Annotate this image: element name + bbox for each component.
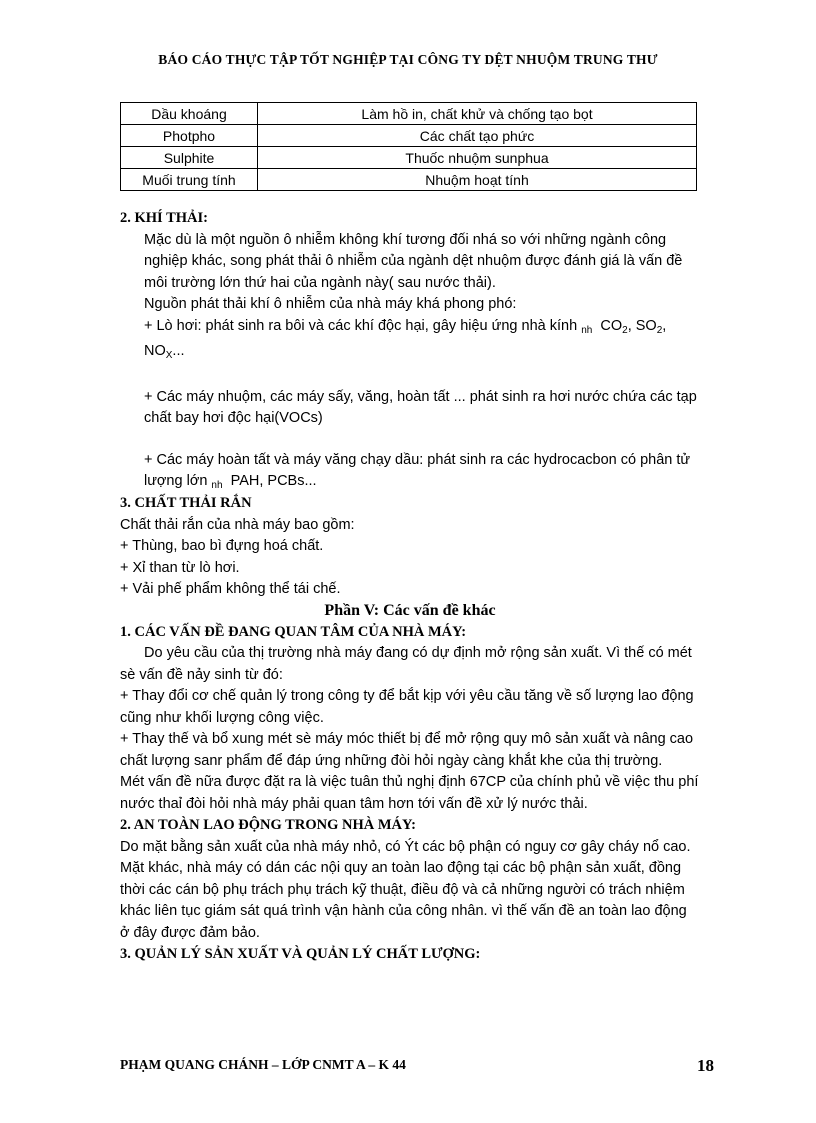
section-heading: 3. CHẤT THẢI RẮN xyxy=(120,495,252,511)
bullet-item: + Các máy nhuộm, các máy sấy, văng, hoàn tất ... phát sinh ra hơi nước chứa các tạp chất bay hơi độc hại(VOCs) xyxy=(144,388,697,426)
list-item: + Thùng, bao bì đựng hoá chất. xyxy=(120,538,324,554)
table-row xyxy=(121,169,697,191)
chemical-cell: Dầu khoáng xyxy=(121,103,258,125)
chemical-cell: Muối trung tính xyxy=(121,169,258,191)
use-cell: Các chất tạo phức xyxy=(258,125,697,147)
table-row xyxy=(121,147,697,169)
paragraph: Do yêu cầu của thị trường nhà máy đang có dự định mở rộng sản xuất. Vì thế có mét sè vấn đề nảy sinh từ đó: xyxy=(120,645,692,683)
table-row xyxy=(121,103,697,125)
section-body xyxy=(120,230,700,497)
paragraph: Chất thải rắn của nhà máy bao gồm: xyxy=(120,516,355,533)
section-heading: 1. CÁC VẤN ĐỀ ĐANG QUAN TÂM CỦA NHÀ MÁY: xyxy=(120,623,467,640)
footer-author: PHẠM QUANG CHÁNH – LỚP CNMT A – K 44 xyxy=(120,1057,406,1072)
list-item: + Xỉ than từ lò hơi. xyxy=(120,559,240,576)
chemical-cell: Photpho xyxy=(121,125,258,147)
use-cell: Nhuộm hoạt tính xyxy=(258,169,697,191)
bullet-item: + Lò hơi: phát sinh ra bôi và các khí độc hại, gây hiệu ứng nhà kính $_{nh}$ $CO_2$, $SO_2$, $NO_X$... xyxy=(144,317,667,361)
paragraph: Do mặt bằng sản xuất của nhà máy nhỏ, có Ýt các bộ phận có nguy cơ gây cháy nổ cao. Mặt khác, nhà máy có dán các nội quy an toàn lao động tại các bộ phận sản xuất, đồng thời các cán bộ phụ trách phụ trách kỹ thuật, điều độ và cả những người có trách nhiệm khác liên tục giám sát quá trình vận hành của công nhân. vì thế vấn đề an toàn lao động ở đây được đảm bảo. xyxy=(120,838,691,941)
subscript: X xyxy=(165,350,173,361)
section-heading: 2. KHÍ THẢI: xyxy=(120,210,208,226)
bullet-item: + Các máy hoàn tất và máy văng chạy dầu: phát sinh ra các hydrocacbon có phân tử lượng lớn $_{nh}$ PAH, PCBs... xyxy=(144,451,691,491)
section-chat-thai-ran xyxy=(120,493,700,601)
paragraph: Nguồn phát thải khí ô nhiễm của nhà máy khá phong phó: xyxy=(144,296,517,312)
page-number: 18 xyxy=(697,1056,714,1075)
section-heading: 3. QUẢN LÝ SẢN XUẤT VÀ QUẢN LÝ CHẤT LƯỢNG: xyxy=(120,946,481,962)
bullet-item: + Thay đổi cơ chế quản lý trong công ty để bắt kịp với yêu cầu tăng về số lượng lao động cũng như khối lượng công việc. xyxy=(120,688,694,726)
part-v xyxy=(120,600,700,966)
subscript: 2 xyxy=(656,324,663,336)
chemical-usage-table xyxy=(120,102,697,191)
list-item: + Vải phế phẩm không thể tái chế. xyxy=(120,581,341,597)
page-header: BÁO CÁO THỰC TẬP TỐT NGHIỆP TẠI CÔNG TY DỆT NHUỘM TRUNG THƯ xyxy=(158,52,658,67)
use-cell: Thuốc nhuộm sunphua xyxy=(258,147,697,169)
section-heading: 2. AN TOÀN LAO ĐỘNG TRONG NHÀ MÁY: xyxy=(120,817,416,833)
section-khi-thai xyxy=(120,208,700,497)
bullet-item: + Thay thế và bổ xung mét sè máy móc thiết bị để mở rộng quy mô sản xuất và nâng cao chất lượng sanr phẩm để đáp ứng những đòi hỏi ngày càng khắt khe của thị trường. xyxy=(120,731,694,769)
paragraph: Mặc dù là một nguồn ô nhiễm không khí tương đối nhá so với những ngành công nghiệp khác, song phát thải ô nhiễm của ngành dệt nhuộm được đánh giá là vấn đề môi trường lớn thứ hai của ngành này( sau nước thải). xyxy=(144,231,683,291)
use-cell: Làm hồ in, chất khử và chống tạo bọt xyxy=(258,103,697,125)
paragraph: Mét vấn đề nữa được đặt ra là việc tuân thủ nghị định 67CP của chính phủ về việc thu phí nước thaỉ đòi hỏi nhà máy phải quan tâm hơn tới vấn đề xử lý nước thải. xyxy=(120,774,699,812)
subscript: nh xyxy=(581,324,593,336)
subscript: 2 xyxy=(622,324,628,336)
subscript: nh xyxy=(211,480,223,491)
chemical-cell: Sulphite xyxy=(121,147,258,169)
part-title: Phần V: Các vấn đề khác xyxy=(324,602,496,619)
table-row xyxy=(121,125,697,147)
